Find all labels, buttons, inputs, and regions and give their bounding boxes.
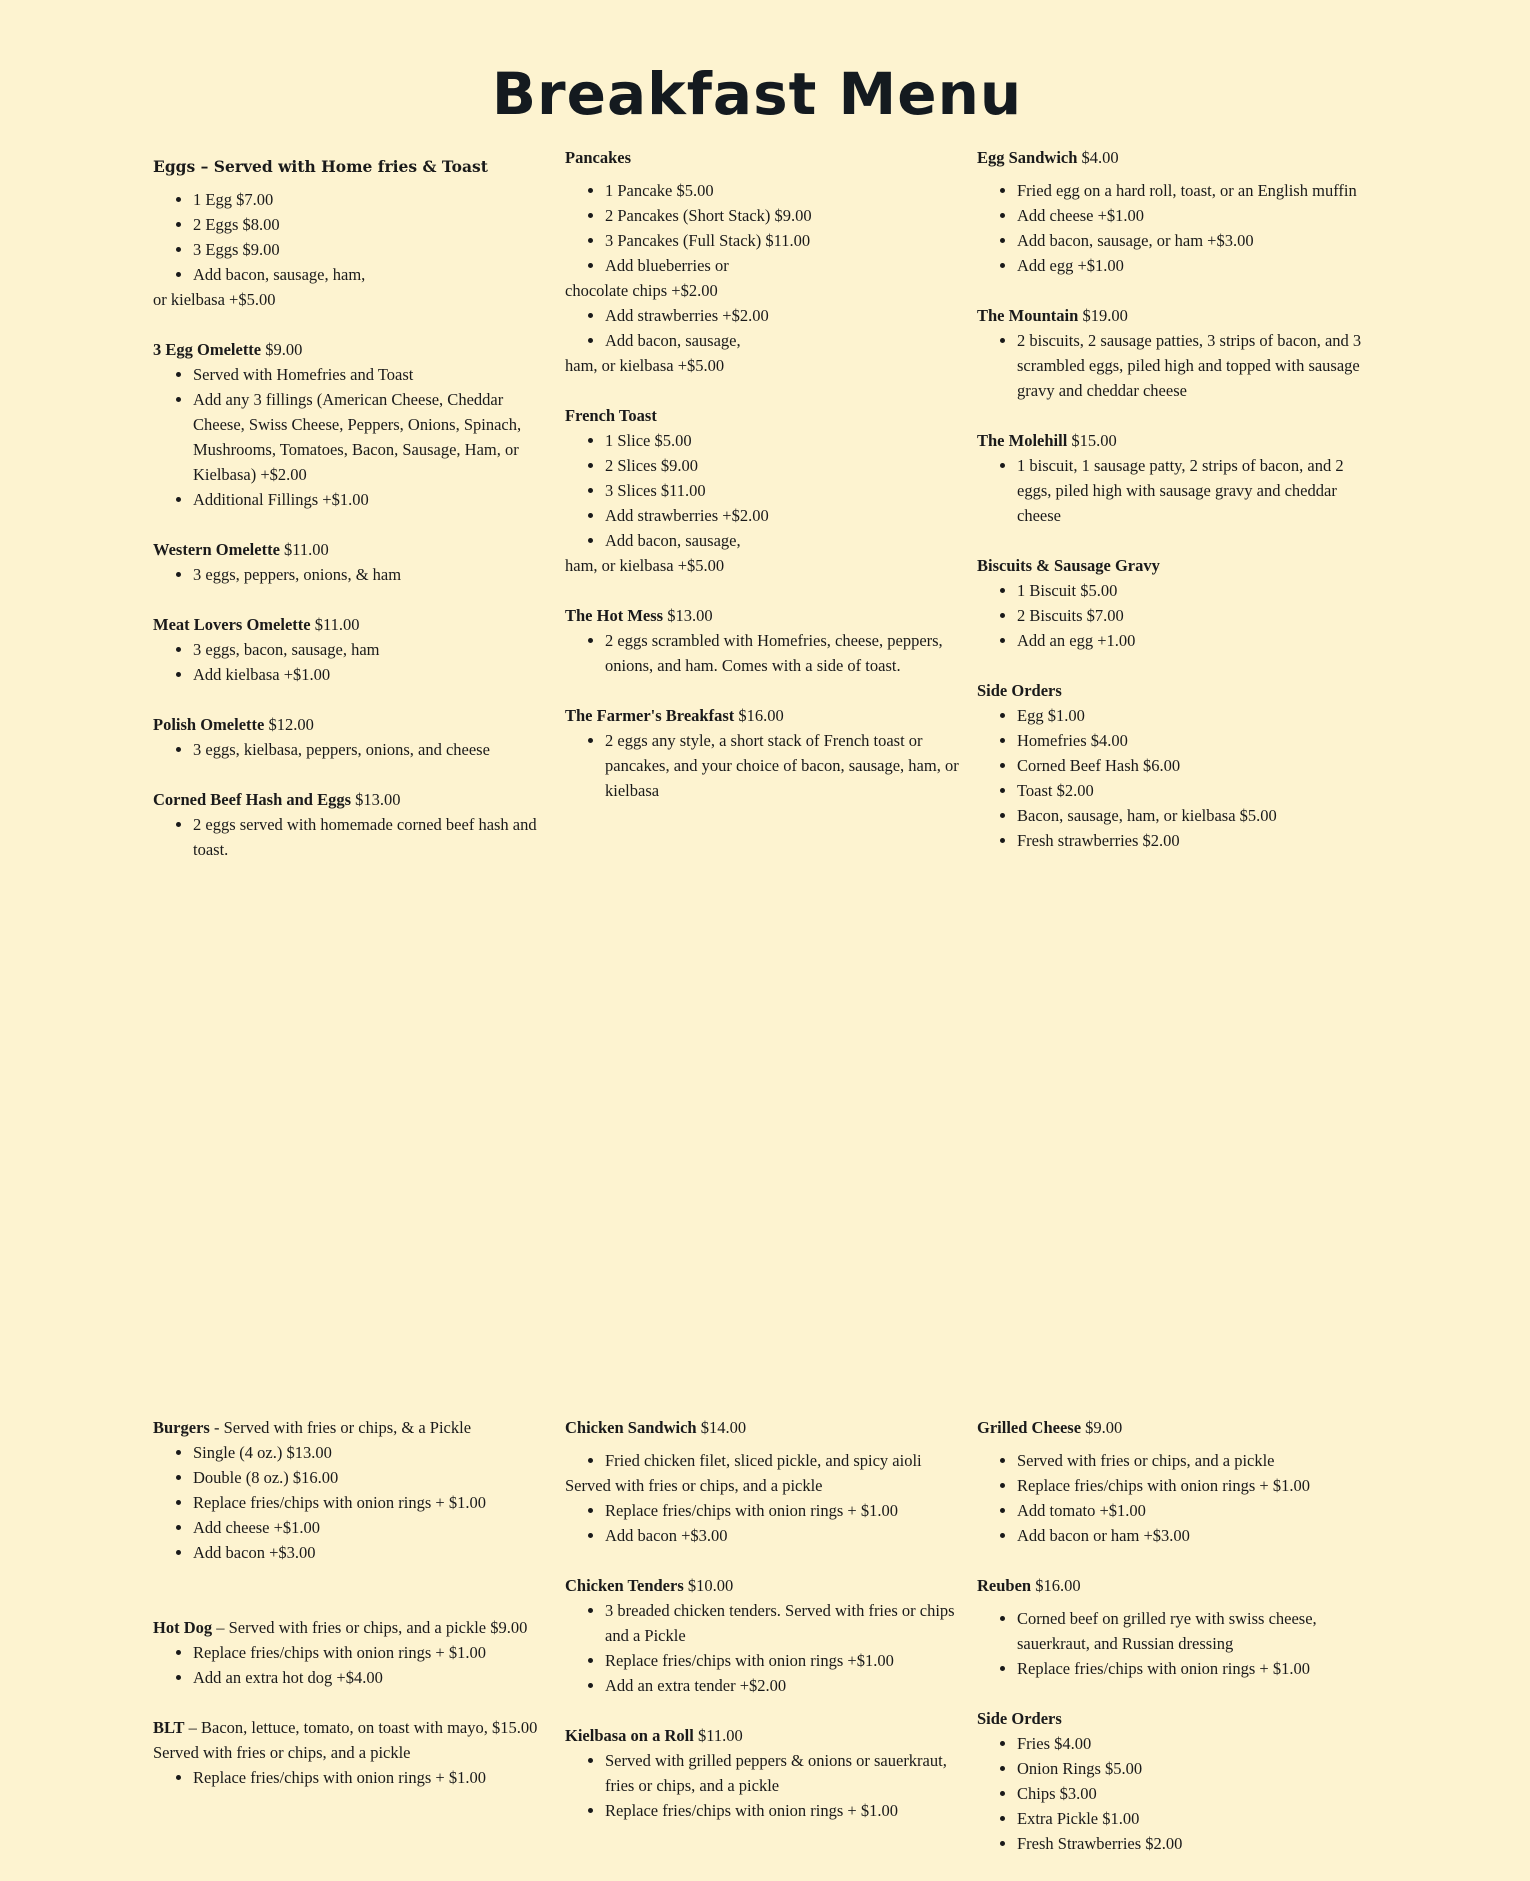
list-item: • Add tomato +$1.00 [1017, 1498, 1377, 1523]
menu-section-chicken-tenders [565, 1573, 965, 1698]
list-item: • Add any 3 fillings (American Cheese, Cheddar Cheese, Swiss Cheese, Peppers, Onions, Spinach, Mushrooms, Tomatoes, Bacon, Sausage, Ham, or Kielbasa) +$2.00 [193, 387, 553, 487]
lunch-column-2 [565, 1415, 965, 1848]
menu-section-pancakes [565, 145, 965, 378]
list-item: • Single (4 oz.) $13.00 [193, 1440, 553, 1465]
continuation-text: ham, or kielbasa +$5.00 [565, 556, 725, 575]
item-list [977, 328, 1377, 403]
menu-section-the-molehill [977, 428, 1377, 528]
list-item: • 2 Eggs $8.00 [193, 212, 553, 237]
item-list [977, 453, 1377, 528]
item-list [153, 737, 553, 762]
list-item: • Add an extra tender +$2.00 [605, 1673, 965, 1698]
menu-section-egg-sandwich [977, 145, 1377, 278]
list-item: • Add bacon +$3.00 [605, 1523, 965, 1548]
continuation-text: ham, or kielbasa +$5.00 [565, 356, 725, 375]
list-item: • Replace fries/chips with onion rings +$1.00 [605, 1648, 965, 1673]
section-name: Chicken Sandwich [565, 1418, 697, 1437]
section-name: The Hot Mess [565, 606, 664, 625]
continuation-text: chocolate chips +$2.00 [565, 281, 718, 300]
section-name: Hot Dog [153, 1618, 213, 1637]
section-price: $11.00 [697, 1726, 743, 1745]
list-item: • Add strawberries +$2.00 [605, 303, 965, 328]
section-name: Chicken Tenders [565, 1576, 684, 1595]
section-price: $10.00 [687, 1576, 734, 1595]
list-item: • 1 Egg $7.00 [193, 187, 553, 212]
list-item: • Replace fries/chips with onion rings + $1.00 [605, 1498, 965, 1523]
menu-section-french-toast [565, 403, 965, 578]
list-item: • Add kielbasa +$1.00 [193, 662, 553, 687]
menu-section-grilled-cheese [977, 1415, 1377, 1548]
menu-section-side-orders [977, 678, 1377, 853]
section-name: The Farmer's Breakfast [565, 706, 735, 725]
section-name: Pancakes [565, 148, 631, 167]
lunch-column-1 [153, 1415, 553, 1815]
section-name: Egg Sandwich [977, 148, 1078, 167]
item-list [565, 1498, 965, 1548]
list-item: • Fried egg on a hard roll, toast, or an English muffin [1017, 178, 1377, 203]
list-item: • Replace fries/chips with onion rings + $1.00 [1017, 1473, 1377, 1498]
section-name: The Molehill [977, 431, 1068, 450]
section-name: Eggs – Served with Home fries & Toast [153, 157, 488, 176]
item-list [153, 562, 553, 587]
breakfast-column-3 [977, 145, 1377, 878]
section-price: $13.00 [355, 790, 401, 809]
list-item: • 2 Pancakes (Short Stack) $9.00 [605, 203, 965, 228]
list-item: • Fried chicken filet, sliced pickle, and spicy aioli [605, 1448, 965, 1473]
section-name: BLT [153, 1718, 185, 1737]
item-list [565, 303, 965, 353]
list-item: • Fries $4.00 [1017, 1731, 1377, 1756]
continuation-text: or kielbasa +$5.00 [153, 290, 276, 309]
list-item: • Add cheese +$1.00 [1017, 203, 1377, 228]
list-item: • 2 biscuits, 2 sausage patties, 3 strips of bacon, and 3 scrambled eggs, piled high and topped with sausage gravy and cheddar cheese [1017, 328, 1377, 403]
section-price: $16.00 [1035, 1576, 1081, 1595]
list-item: • Double (8 oz.) $16.00 [193, 1465, 553, 1490]
menu-section-meat-lovers-omelette [153, 612, 553, 687]
item-list [977, 1448, 1377, 1548]
menu-section-burgers [153, 1415, 553, 1565]
item-list [565, 1598, 965, 1698]
item-list [153, 1765, 553, 1790]
list-item: • Onion Rings $5.00 [1017, 1756, 1377, 1781]
section-price: $14.00 [700, 1418, 747, 1437]
section-price: $16.00 [738, 706, 784, 725]
breakfast-column-1 [153, 154, 553, 887]
section-name: Western Omelette [153, 540, 280, 559]
section-name: Polish Omelette [153, 715, 265, 734]
item-list [977, 1606, 1377, 1681]
section-name: Grilled Cheese [977, 1418, 1082, 1437]
menu-section-eggs [153, 154, 553, 312]
section-name: 3 Egg Omelette [153, 340, 262, 359]
list-item: • 3 Slices $11.00 [605, 478, 965, 503]
list-item: • Toast $2.00 [1017, 778, 1377, 803]
list-item: • Chips $3.00 [1017, 1781, 1377, 1806]
list-item: • Add an egg +1.00 [1017, 628, 1377, 653]
item-list [565, 1448, 965, 1473]
menu-section-corned-beef-hash [153, 787, 553, 862]
menu-section-lunch-side-orders [977, 1706, 1377, 1856]
list-item: • Add egg +$1.00 [1017, 253, 1377, 278]
list-item: • 2 Slices $9.00 [605, 453, 965, 478]
item-list [977, 1731, 1377, 1856]
list-item: • Replace fries/chips with onion rings + $1.00 [193, 1490, 553, 1515]
list-item: • Served with grilled peppers & onions or sauerkraut, fries or chips, and a pickle [605, 1748, 965, 1798]
menu-section-kielbasa-roll [565, 1723, 965, 1823]
page-title: Breakfast Menu [491, 60, 1023, 128]
list-item: • Add bacon, sausage, [605, 528, 965, 553]
list-item: • Additional Fillings +$1.00 [193, 487, 553, 512]
list-item: • 3 eggs, peppers, onions, & ham [193, 562, 553, 587]
list-item: • 2 Biscuits $7.00 [1017, 603, 1377, 628]
menu-section-hot-mess [565, 603, 965, 678]
section-name: Reuben [977, 1576, 1032, 1595]
item-list [977, 703, 1377, 853]
section-description-line: Served with fries or chips, and a pickle [153, 1743, 411, 1762]
section-name: French Toast [565, 406, 657, 425]
item-list [565, 728, 965, 803]
section-price: $15.00 [1071, 431, 1117, 450]
item-list [565, 1748, 965, 1823]
item-list [153, 362, 553, 512]
list-item: • 3 Eggs $9.00 [193, 237, 553, 262]
list-item: • Replace fries/chips with onion rings + $1.00 [193, 1765, 553, 1790]
list-item: • Fresh strawberries $2.00 [1017, 828, 1377, 853]
section-price: $12.00 [268, 715, 314, 734]
breakfast-column-2 [565, 145, 965, 828]
list-item: • Fresh Strawberries $2.00 [1017, 1831, 1377, 1856]
list-item: • 1 biscuit, 1 sausage patty, 2 strips of bacon, and 2 eggs, piled high with sausage gravy and cheddar cheese [1017, 453, 1377, 528]
list-item: • Add bacon, sausage, or ham +$3.00 [1017, 228, 1377, 253]
list-item: • Add bacon +$3.00 [193, 1540, 553, 1565]
list-item: • 3 Pancakes (Full Stack) $11.00 [605, 228, 965, 253]
list-item: • Add bacon, sausage, ham, [193, 262, 553, 287]
list-item: • 2 eggs scrambled with Homefries, cheese, peppers, onions, and ham. Comes with a side of toast. [605, 628, 965, 678]
section-description: – Served with fries or chips, and a pickle $9.00 [212, 1618, 528, 1637]
menu-section-the-mountain [977, 303, 1377, 403]
menu-section-polish-omelette [153, 712, 553, 762]
section-name: Corned Beef Hash and Eggs [153, 790, 352, 809]
menu-section-chicken-sandwich [565, 1415, 965, 1548]
list-item: • Replace fries/chips with onion rings + $1.00 [605, 1798, 965, 1823]
section-price: $11.00 [284, 540, 329, 559]
list-item: • Corned Beef Hash $6.00 [1017, 753, 1377, 778]
section-name: Kielbasa on a Roll [565, 1726, 694, 1745]
list-item: • Replace fries/chips with onion rings + $1.00 [193, 1640, 553, 1665]
item-list [977, 178, 1377, 278]
list-item: • Add bacon or ham +$3.00 [1017, 1523, 1377, 1548]
menu-section-biscuits-gravy [977, 553, 1377, 653]
list-item: • Add cheese +$1.00 [193, 1515, 553, 1540]
section-price: $13.00 [667, 606, 713, 625]
menu-section-reuben [977, 1573, 1377, 1681]
section-description: - Served with fries or chips, & a Pickle [209, 1418, 472, 1437]
item-list [565, 628, 965, 678]
lunch-column-3 [977, 1415, 1377, 1881]
menu-section-western-omelette [153, 537, 553, 587]
list-item: • 2 eggs served with homemade corned beef hash and toast. [193, 812, 553, 862]
section-price: $11.00 [314, 615, 360, 634]
item-list [153, 1440, 553, 1565]
section-price: $9.00 [265, 340, 303, 359]
list-item: • 1 Slice $5.00 [605, 428, 965, 453]
continuation-text: Served with fries or chips, and a pickle [565, 1476, 823, 1495]
item-list [153, 1640, 553, 1690]
section-price: $9.00 [1085, 1418, 1123, 1437]
list-item: • Extra Pickle $1.00 [1017, 1806, 1377, 1831]
item-list [565, 428, 965, 553]
section-name: The Mountain [977, 306, 1079, 325]
list-item: • 3 breaded chicken tenders. Served with fries or chips and a Pickle [605, 1598, 965, 1648]
list-item: • Egg $1.00 [1017, 703, 1377, 728]
list-item: • Corned beef on grilled rye with swiss cheese, sauerkraut, and Russian dressing [1017, 1606, 1377, 1656]
list-item: • Add strawberries +$2.00 [605, 503, 965, 528]
section-price: $4.00 [1081, 148, 1119, 167]
list-item: • 1 Biscuit $5.00 [1017, 578, 1377, 603]
section-name: Side Orders [977, 681, 1062, 700]
menu-section-3-egg-omelette [153, 337, 553, 512]
list-item: • Served with Homefries and Toast [193, 362, 553, 387]
item-list [153, 187, 553, 287]
menu-section-farmers-breakfast [565, 703, 965, 803]
list-item: • 2 eggs any style, a short stack of French toast or pancakes, and your choice of bacon, sausage, ham, or kielbasa [605, 728, 965, 803]
section-name: Meat Lovers Omelette [153, 615, 311, 634]
list-item: • 1 Pancake $5.00 [605, 178, 965, 203]
item-list [153, 637, 553, 687]
section-name: Biscuits & Sausage Gravy [977, 556, 1160, 575]
item-list [977, 578, 1377, 653]
section-name: Side Orders [977, 1709, 1062, 1728]
section-price: $19.00 [1082, 306, 1128, 325]
list-item: • Add an extra hot dog +$4.00 [193, 1665, 553, 1690]
list-item: • Add bacon, sausage, [605, 328, 965, 353]
list-item: • 3 eggs, bacon, sausage, ham [193, 637, 553, 662]
section-name: Burgers [153, 1418, 210, 1437]
menu-section-blt [153, 1715, 553, 1790]
item-list [153, 812, 553, 862]
list-item: • 3 eggs, kielbasa, peppers, onions, and cheese [193, 737, 553, 762]
list-item: • Replace fries/chips with onion rings + $1.00 [1017, 1656, 1377, 1681]
menu-section-hot-dog [153, 1615, 553, 1690]
section-description: – Bacon, lettuce, tomato, on toast with mayo, $15.00 [184, 1718, 538, 1737]
list-item: • Add blueberries or [605, 253, 965, 278]
list-item: • Bacon, sausage, ham, or kielbasa $5.00 [1017, 803, 1377, 828]
item-list [565, 178, 965, 278]
list-item: • Served with fries or chips, and a pickle [1017, 1448, 1377, 1473]
list-item: • Homefries $4.00 [1017, 728, 1377, 753]
